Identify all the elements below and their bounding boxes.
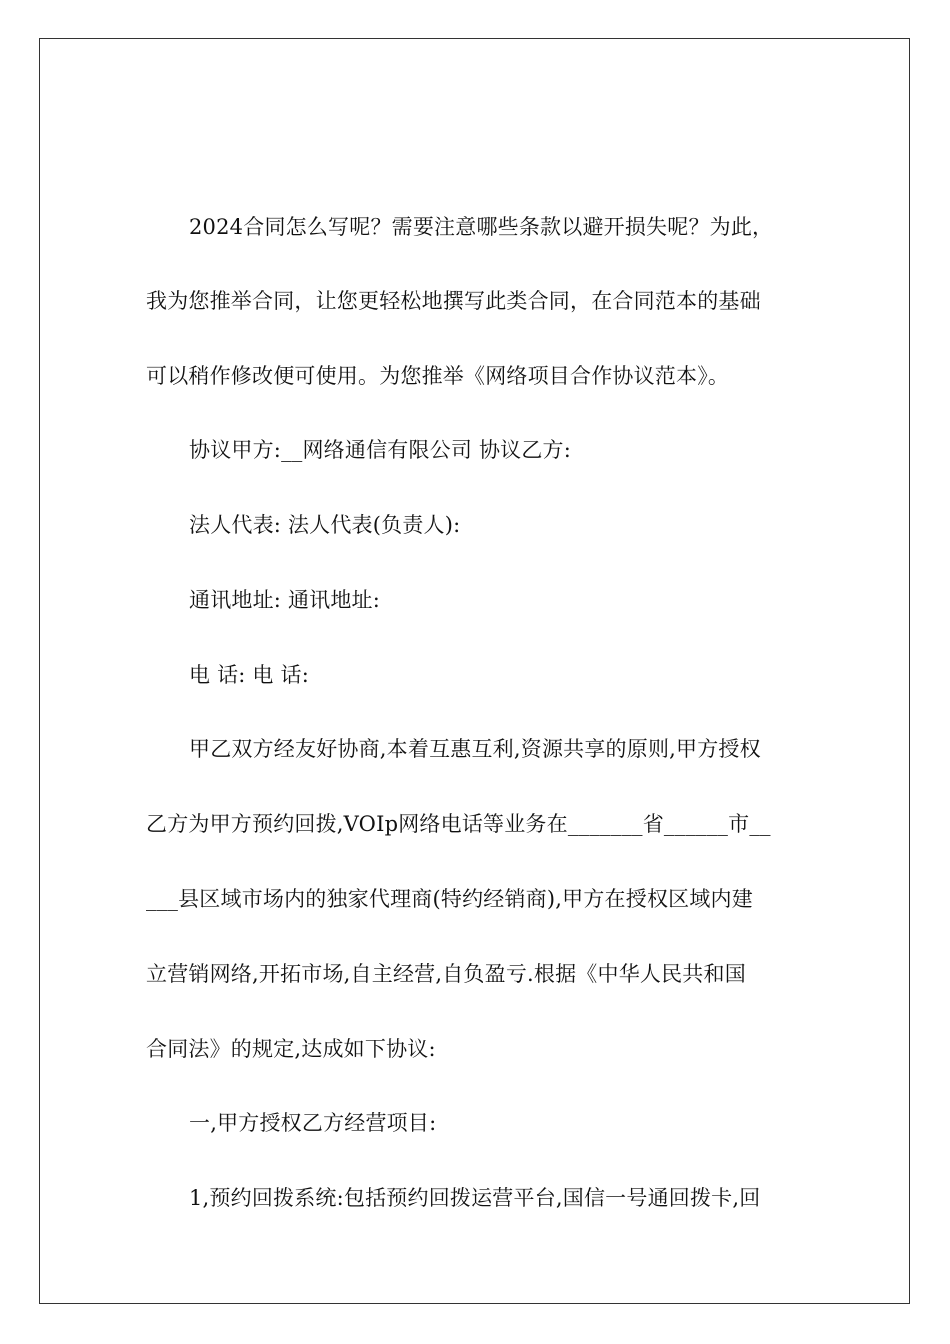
party-line: 协议甲方:__网络通信有限公司 协议乙方:	[189, 438, 572, 462]
body-line-5: 合同法》的规定,达成如下协议:	[146, 1037, 436, 1061]
phone-line: 电 话: 电 话:	[189, 663, 309, 687]
body-line-4: 立营销网络,开拓市场,自主经营,自负盈亏.根据《中华人民共和国	[146, 962, 746, 986]
section-heading-1: 一,甲方授权乙方经营项目:	[189, 1111, 437, 1135]
intro-line-3: 可以稍作修改便可使用。为您推举《网络项目合作协议范本》。	[146, 364, 730, 388]
intro-line-1: 2024合同怎么写呢？需要注意哪些条款以避开损失呢？为此，	[189, 215, 774, 239]
intro-line-2: 我为您推举合同，让您更轻松地撰写此类合同，在合同范本的基础	[146, 289, 761, 313]
body-line-2: 乙方为甲方预约回拨,VOIp网络电话等业务在_______省______市__	[146, 812, 771, 836]
address-line: 通讯地址: 通讯地址:	[189, 588, 381, 612]
body-line-3: ___县区域市场内的独家代理商(特约经销商),甲方在授权区域内建	[146, 887, 753, 911]
body-line-1: 甲乙双方经友好协商,本着互惠互利,资源共享的原则,甲方授权	[189, 737, 761, 761]
clause-1-line-1: 1,预约回拨系统:包括预约回拨运营平台,国信一号通回拨卡,回	[189, 1186, 761, 1210]
legal-rep-line: 法人代表: 法人代表(负责人):	[189, 513, 461, 537]
